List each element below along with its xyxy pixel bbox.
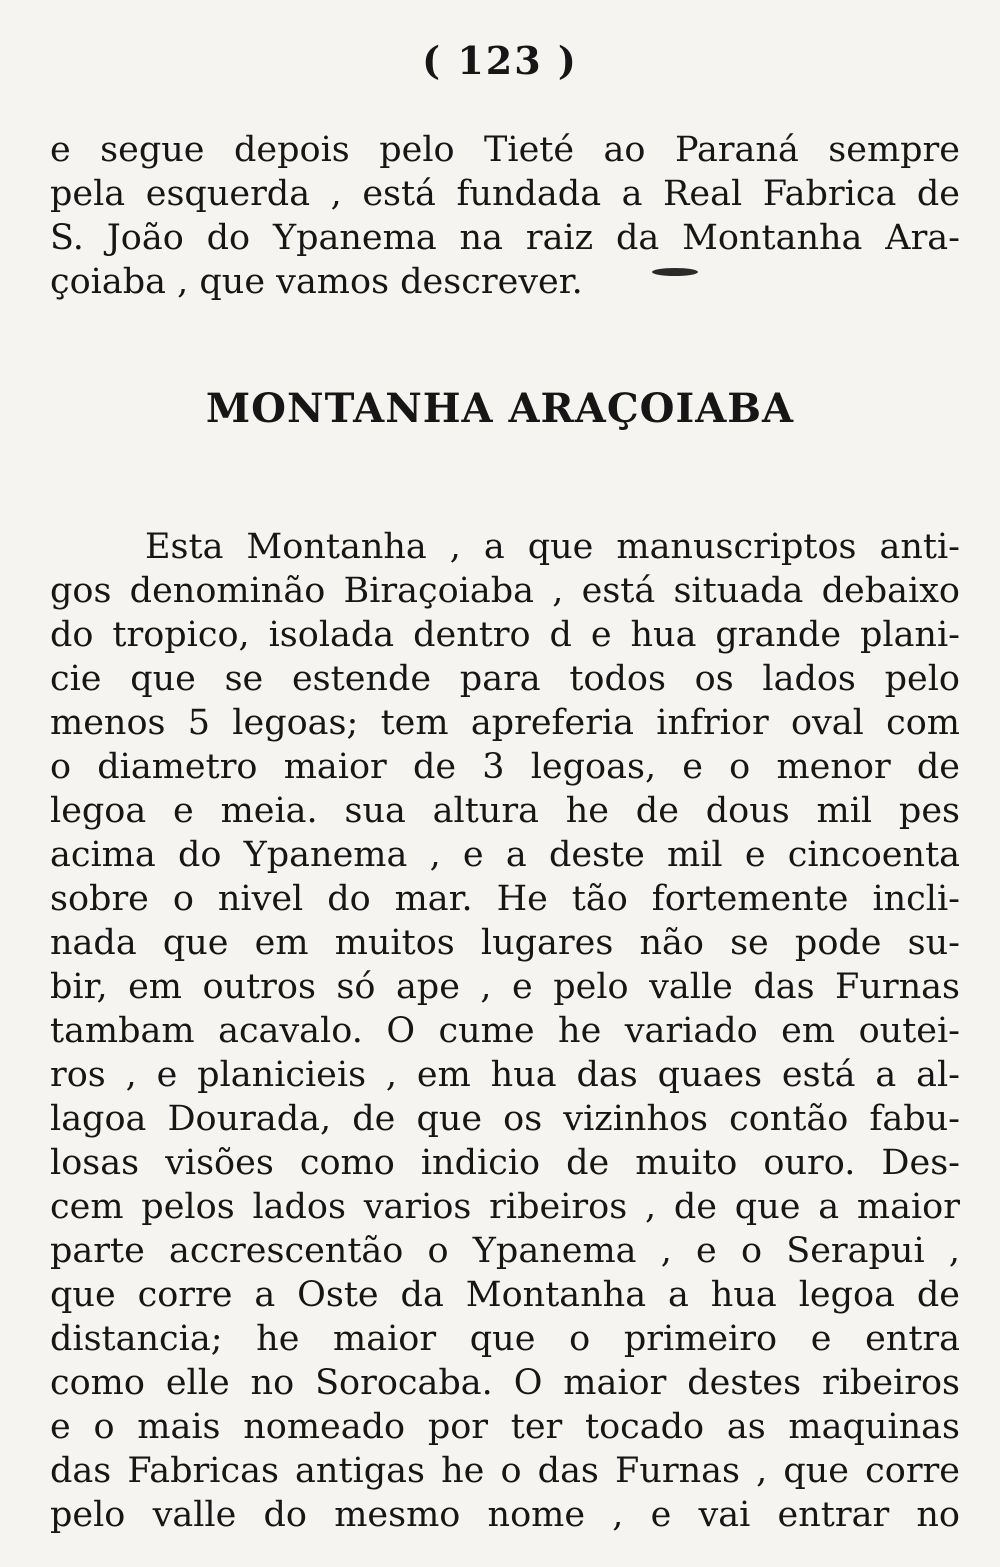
body-line: bir, em outros só ape , e pelo valle das Furnas <box>50 967 960 1007</box>
ink-blot <box>652 268 698 276</box>
body-line: que corre a Oste da Montanha a hua legoa de <box>50 1275 960 1315</box>
intro-line: pela esquerda , está fundada a Real Fabrica de <box>50 174 960 214</box>
body-line: do tropico, isolada dentro d e hua grande plani- <box>50 615 960 655</box>
body-line: sobre o nivel do mar. He tão fortemente incli- <box>50 879 960 919</box>
body-line: o diametro maior de 3 legoas, e o menor de <box>50 747 960 787</box>
intro-line: e segue depois pelo Tieté ao Paraná sempre <box>50 130 960 170</box>
body-line: tambam acavalo. O cume he variado em outei- <box>50 1011 960 1051</box>
body-line: lagoa Dourada, de que os vizinhos contão fabu- <box>50 1099 960 1139</box>
section-title: MONTANHA ARAÇOIABA <box>205 385 795 432</box>
body-line: parte accrescentão o Ypanema , e o Serapui , <box>50 1231 960 1271</box>
body-line: como elle no Sorocaba. O maior destes ribeiros <box>50 1363 960 1403</box>
body-line: cie que se estende para todos os lados pelo <box>50 659 960 699</box>
body-line: cem pelos lados varios ribeiros , de que a maior <box>50 1187 960 1227</box>
body-line: nada que em muitos lugares não se pode su- <box>50 923 960 963</box>
body-line: gos denominão Biraçoiaba , está situada debaixo <box>50 571 960 611</box>
intro-line: S. João do Ypanema na raiz da Montanha Ara- <box>50 218 960 258</box>
body-line: legoa e meia. sua altura he de dous mil pes <box>50 791 960 831</box>
body-line: pelo valle do mesmo nome , e vai entrar no <box>50 1495 960 1535</box>
body-line: acima do Ypanema , e a deste mil e cincoenta <box>50 835 960 875</box>
body-line: e o mais nomeado por ter tocado as maquinas <box>50 1407 960 1447</box>
body-line: ros , e planicieis , em hua das quaes está a al- <box>50 1055 960 1095</box>
body-line: menos 5 legoas; tem apreferia infrior oval com <box>50 703 960 743</box>
body-line: losas visões como indicio de muito ouro. Des- <box>50 1143 960 1183</box>
body-line: Esta Montanha , a que manuscriptos anti- <box>145 527 960 567</box>
body-line: das Fabricas antigas he o das Furnas , que corre <box>50 1451 960 1491</box>
body-line: distancia; he maior que o primeiro e entra <box>50 1319 960 1359</box>
page-number: ( 123 ) <box>422 38 578 83</box>
intro-line: çoiaba , que vamos descrever. <box>50 262 583 302</box>
